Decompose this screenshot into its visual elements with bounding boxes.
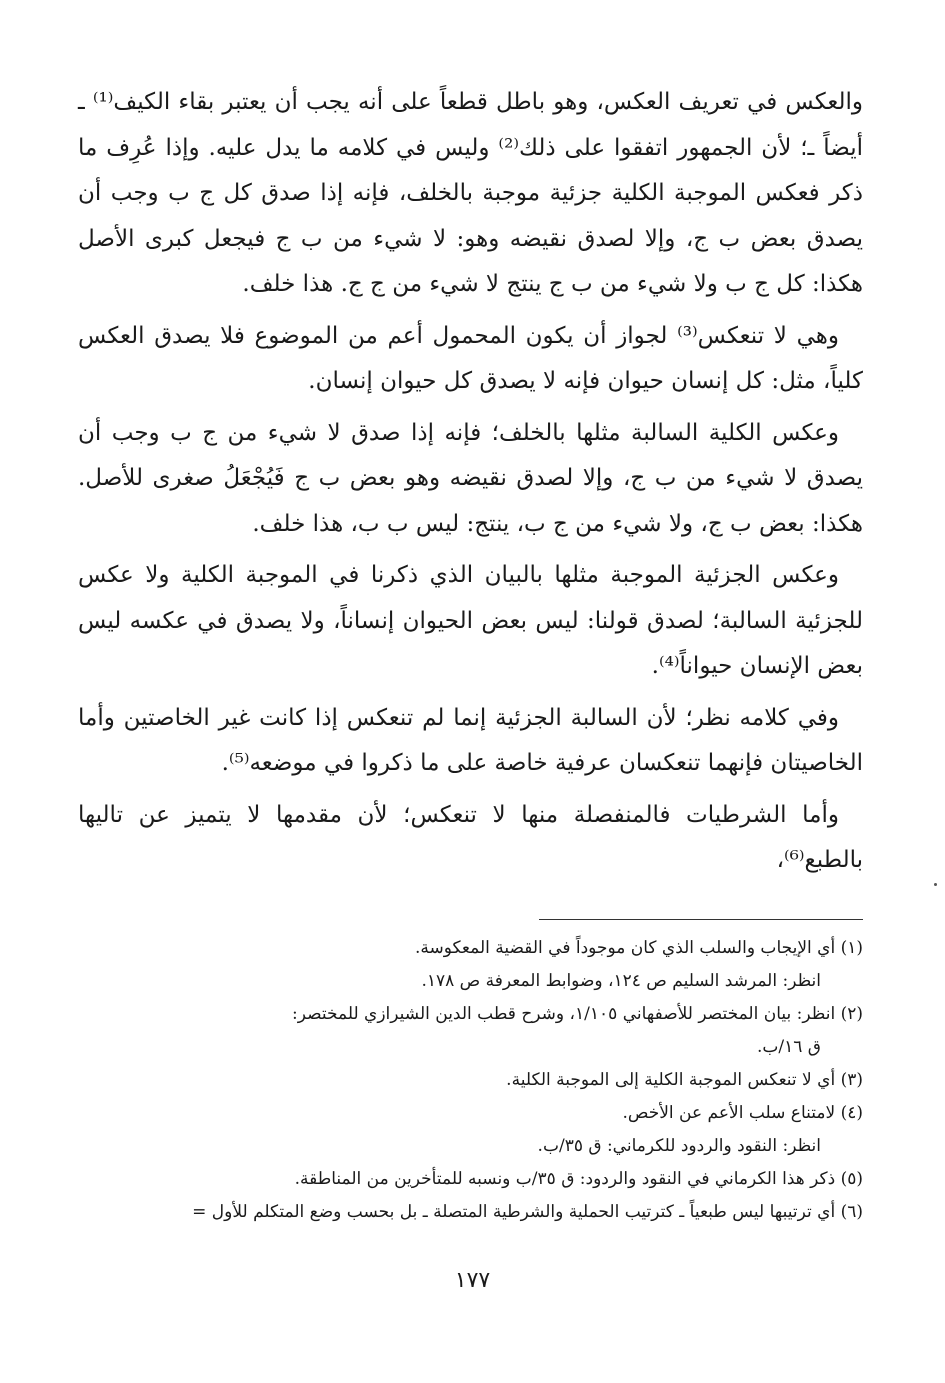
footnote-divider: [539, 919, 863, 920]
footnote-1-reference: انظر: المرشد السليم ص ١٢٤، وضوابط المعرفة ص ١٧٨.: [421, 971, 821, 991]
footnote-2-continuation: ق ١٦/ب.: [757, 1037, 821, 1057]
footnote-4-reference: انظر: النقود والردود للكرماني: ق ٣٥/ب.: [537, 1136, 821, 1156]
paragraph-5: وفي كلامه نظر؛ لأن السالبة الجزئية إنما لم تنعكس إذا كانت غير الخاصتين وأما الخاصيتان فإنهما تنعكسان عرفية خاصة على ما ذكروا في موضعه⁽⁵⁾.: [78, 704, 863, 776]
footnote-6: (٦) أي ترتيبها ليس طبعياً ـ كترتيب الحملية والشرطية المتصلة ـ بل بحسب وضع المتكلم للأول =: [192, 1202, 863, 1222]
footnote-1: (١) أي الإيجاب والسلب الذي كان موجوداً في القضية المعكوسة.: [415, 938, 863, 958]
paragraph-6: وأما الشرطيات فالمنفصلة منها لا تنعكس؛ لأن مقدمها لا يتميز عن تاليها بالطبع⁽⁶⁾،: [78, 801, 863, 873]
paragraph-3: وعكس الكلية السالبة مثلها بالخلف؛ فإنه إذا صدق لا شيء من ج ب وجب أن يصدق لا شيء من ب ج، وإلا لصدق نقيضه وهو بعض ب ج فَيُجْعَلُ صغرى للأصل. هكذا: بعض ب ج، ولا شيء من ج ب، ينتج: ليس ب ب، هذا خلف.: [78, 419, 863, 537]
page-number: ١٧٧: [454, 1268, 491, 1293]
footnote-5: (٥) ذكر هذا الكرماني في النقود والردود: ق ٣٥/ب ونسبه للمتأخرين من المناطقة.: [294, 1169, 863, 1189]
footnote-2: (٢) انظر: بيان المختصر للأصفهاني ١/١٠٥، وشرح قطب الدين الشيرازي للمختصر:: [292, 1004, 863, 1024]
margin-mark: [934, 883, 937, 886]
footnote-4: (٤) لامتناع سلب الأعم عن الأخص.: [622, 1103, 863, 1123]
footnotes-section: [74, 932, 863, 1229]
paragraph-4: وعكس الجزئية الموجبة مثلها بالبيان الذي ذكرنا في الموجبة الكلية ولا عكس للجزئية السالبة؛ لصدق قولنا: ليس بعض الحيوان إنساناً، ولا يصدق في عكسه ليس بعض الإنسان حيواناً⁽⁴⁾.: [78, 562, 863, 679]
paragraph-1: والعكس في تعريف العكس، وهو باطل قطعاً على أنه يجب أن يعتبر بقاء الكيف⁽¹⁾ ـ أيضاً ـ؛ لأن الجمهور اتفقوا على ذلك⁽²⁾ وليس في كلامه ما يدل عليه. وإذا عُرِف ما ذكر فعكس الموجبة الكلية جزئية موجبة بالخلف، فإنه إذا صدق كل ج ب وجب أن يصدق بعض ب ج، وإلا لصدق نقيضه وهو: لا شيء من ب ج فيجعل كبرى الأصل هكذا: كل ج ب ولا شيء من ب ج ينتج لا شيء من ج ج. هذا خلف.: [78, 89, 864, 297]
main-text-body: [78, 80, 863, 890]
footnote-3: (٣) أي لا تنعكس الموجبة الكلية إلى الموجبة الكلية.: [506, 1070, 863, 1090]
paragraph-2: وهي لا تنعكس⁽³⁾ لجواز أن يكون المحمول أعم من الموضوع فلا يصدق العكس كلياً، مثل: كل إنسان حيوان فإنه لا يصدق كل حيوان إنسان.: [78, 322, 863, 394]
